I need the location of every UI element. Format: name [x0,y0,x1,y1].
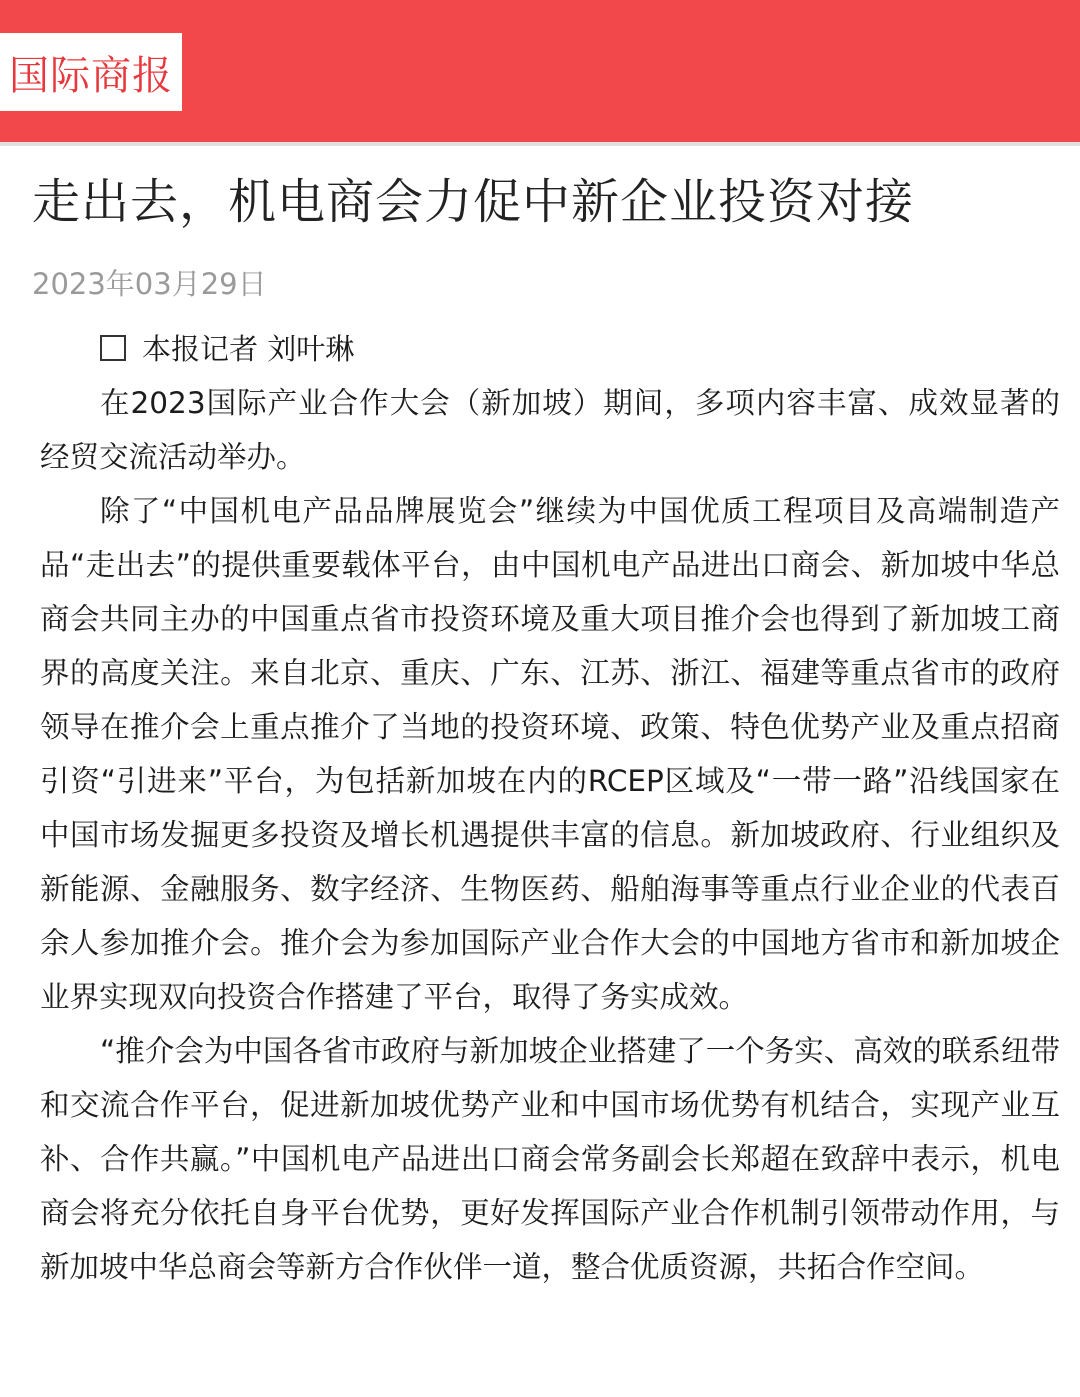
article-paragraph-2: 除了“中国机电产品品牌展览会”继续为中国优质工程项目及高端制造产品“走出去”的提供重要载体平台，由中国机电产品进出口商会、新加坡中华总商会共同主办的中国重点省市投资环境及重大项目推介会也得到了新加坡工商界的高度关注。来自北京、重庆、广东、江苏、浙江、福建等重点省市的政府领导在推介会上重点推介了当地的投资环境、政策、特色优势产业及重点招商引资“引进来”平台，为包括新加坡在内的RCEP区域及“一带一路”沿线国家在中国市场发掘更多投资及增长机遇提供丰富的信息。新加坡政府、行业组织及新能源、金融服务、数字经济、生物医药、船舶海事等重点行业企业的代表百余人参加推介会。推介会为参加国际产业合作大会的中国地方省市和新加坡企业界实现双向投资合作搭建了平台，取得了务实成效。 [40,494,1060,1014]
newspaper-logo[interactable] [0,33,182,111]
article-paragraph-1: 在2023国际产业合作大会（新加坡）期间，多项内容丰富、成效显著的经贸交流活动举办。 [40,386,1060,474]
article-paragraph-3: “推介会为中国各省市政府与新加坡企业搭建了一个务实、高效的联系纽带和交流合作平台，促进新加坡优势产业和中国市场优势有机结合，实现产业互补、合作共赢。”中国机电产品进出口商会常务副会长郑超在致辞中表示，机电商会将充分依托自身平台优势，更好发挥国际产业合作机制引领带动作用，与新加坡中华总商会等新方合作伙伴一道，整合优质资源，共拓合作空间。 [40,1034,1060,1284]
byline [40,322,1060,376]
article-title: 走出去，机电商会力促中新企业投资对接 [32,174,915,230]
article-body [40,322,1060,1294]
publish-date: 2023年03月29日 [32,267,267,301]
masthead-banner [0,0,1080,142]
square-box-icon [100,335,126,361]
logo-text: 国际商报 [9,52,173,99]
byline-text: 本报记者 刘叶琳 [142,332,355,366]
masthead-divider [0,142,1080,146]
